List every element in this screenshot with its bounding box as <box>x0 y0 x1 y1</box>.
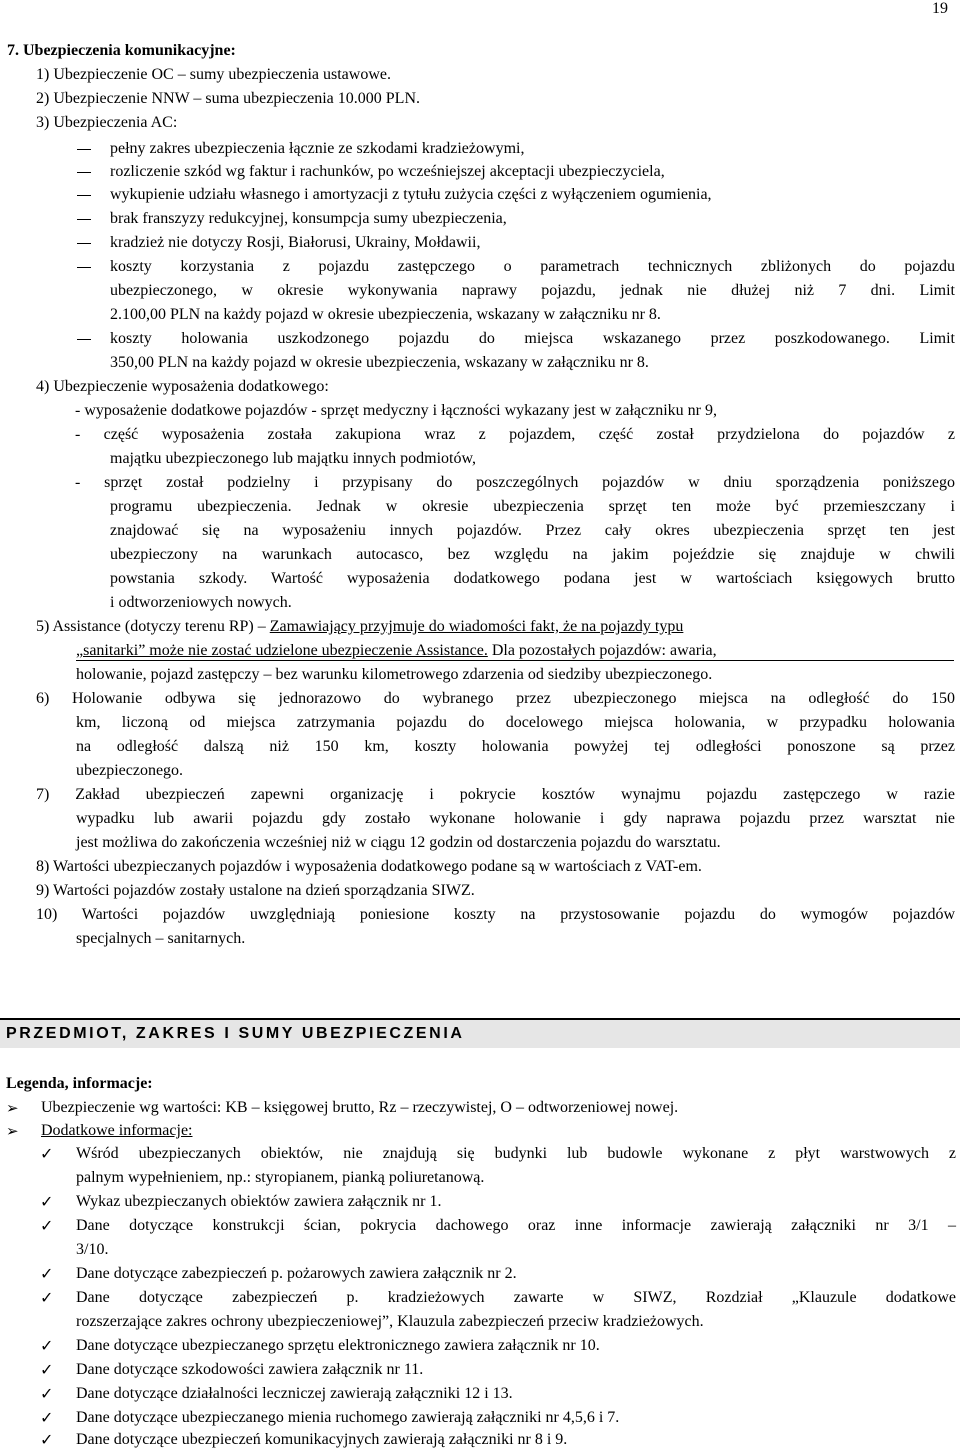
item-4-dash-3-line-4: ubezpieczony na warunkach autocasco, bez względu na jakim pojeździe się znajduje w chwili <box>110 546 955 563</box>
page-number: 19 <box>932 0 948 17</box>
check-5-line-2: rozszerzające zakres ochrony ubezpieczeniowej”, Klauzula zabezpieczeń przeciw kradzieżowych. <box>76 1313 704 1330</box>
item-5-rule <box>76 660 954 661</box>
check-icon: ✓ <box>40 1288 54 1307</box>
check-10: Dane dotyczące ubezpieczeń komunikacyjnych zawierają załączniki nr 8 i 9. <box>76 1431 568 1448</box>
check-9: Dane dotyczące ubezpieczanego mienia ruchomego zawierają załączniki nr 4,5,6 i 7. <box>76 1409 620 1426</box>
check-icon: ✓ <box>40 1192 54 1211</box>
item-4-title: 4) Ubezpieczenie wyposażenia dodatkowego: <box>36 378 329 395</box>
item-6-line-1: 6) Holowanie odbywa się jednorazowo do wybranego przez ubezpieczonego miejsca na odległość do 150 <box>36 690 955 707</box>
check-7: Dane dotyczące szkodowości zawiera załącznik nr 11. <box>76 1361 424 1378</box>
ac-bullet-1: pełny zakres ubezpieczenia łącznie ze szkodami kradzieżowymi, <box>110 140 525 157</box>
dash-bullet <box>77 172 91 173</box>
item-6-line-3: na odległość dalszą niż 150 km, koszty holowania powyżej tej odległości ponoszone są przez <box>76 738 955 755</box>
item-7-line-1: 7) Zakład ubezpieczeń zapewni organizację i pokrycie kosztów wynajmu pojazdu zastępczego w razie <box>36 786 955 803</box>
ac-bullet-6-line-1: koszty korzystania z pojazdu zastępczego o parametrach technicznych zbliżonych do pojazdu <box>110 258 955 275</box>
item-5-line-1 <box>36 616 956 638</box>
ac-bullet-6-line-2: ubezpieczonego, w okresie wykonywania naprawy pojazdu, jednak nie dłużej niż 7 dni. Limit <box>110 282 955 299</box>
item-10-line-2: specjalnych – sanitarnych. <box>76 930 246 947</box>
check-icon: ✓ <box>40 1216 54 1235</box>
arrow-bullet-icon: ➢ <box>6 1099 19 1117</box>
check-6: Dane dotyczące ubezpieczanego sprzętu elektronicznego zawiera załącznik nr 10. <box>76 1337 600 1354</box>
legend-arrow-1: Ubezpieczenie wg wartości: KB – księgowej brutto, Rz – rzeczywistej, O – odtworzeniowej nowej. <box>41 1099 679 1116</box>
item-4-dash-2-line-2: majątku ubezpieczonego lub majątku innych podmiotów, <box>110 450 476 467</box>
item-4-dash-3-line-1: - sprzęt został podzielny i przypisany do poszczególnych pojazdów w dniu sporządzenia poniższego <box>75 474 955 491</box>
check-1-line-1: Wśród ubezpieczanych obiektów, nie znajdują się budynki lub budowle wykonane z płyt warstwowych z <box>76 1145 956 1162</box>
check-1-line-2: palnym wypełnieniem, np.: styropianem, pianką poliuretanową. <box>76 1169 485 1186</box>
item-4-dash-3-line-2: programu ubezpieczenia. Jednak w okresie ubezpieczenia sprzęt ten może być przemieszczany i <box>110 498 955 515</box>
item-nnw: 2) Ubezpieczenie NNW – suma ubezpieczenia 10.000 PLN. <box>36 90 421 107</box>
item-8: 8) Wartości ubezpieczanych pojazdów i wyposażenia dodatkowego podane są w wartościach z VAT-em. <box>36 858 702 875</box>
item-5-intro: 5) Assistance (dotyczy terenu RP) – <box>36 618 270 635</box>
item-4-dash-3-line-3: znajdować się na wyposażeniu innych pojazdów. Przez cały okres ubezpieczenia sprzęt ten jest <box>110 522 955 539</box>
check-icon: ✓ <box>40 1336 54 1355</box>
item-5-rest: Dla pozostałych pojazdów: awaria, <box>487 642 717 659</box>
arrow-bullet-icon: ➢ <box>6 1122 19 1140</box>
item-4-dash-3-line-5: powstania szkody. Wartość wyposażenia dodatkowego podana jest w wartościach księgowych brutto <box>110 570 955 587</box>
item-4-dash-3-line-6: i odtworzeniowych nowych. <box>110 594 292 611</box>
ac-bullet-6-line-3: 2.100,00 PLN na każdy pojazd w okresie ubezpieczenia, wskazany w załączniku nr 8. <box>110 306 661 323</box>
check-3-line-1: Dane dotyczące konstrukcji ścian, pokrycia dachowego oraz inne informacje zawierają załączniki nr 3/1 – <box>76 1217 956 1234</box>
dash-bullet <box>77 149 91 150</box>
item-6-line-2: km, liczoną od miejsca zatrzymania pojazdu do docelowego miejsca holowania, w przypadku holowania <box>76 714 955 731</box>
ac-bullet-5: kradzież nie dotyczy Rosji, Białorusi, Ukrainy, Mołdawii, <box>110 234 481 251</box>
dash-bullet <box>77 195 91 196</box>
legend-arrow-2: Dodatkowe informacje: <box>41 1122 193 1139</box>
item-4-dash-1: - wyposażenie dodatkowe pojazdów - sprzęt medyczny i łączności wykazany jest w załączniku nr 9, <box>75 402 717 419</box>
dash-bullet <box>77 339 91 340</box>
item-5-underlined-2: „sanitarki” może nie zostać udzielone ubezpieczenie Assistance. <box>76 642 488 659</box>
dash-bullet <box>77 243 91 244</box>
item-7-line-3: jest możliwa do zakończenia wcześniej niż w ciągu 12 godzin od dostarczenia pojazdu do warsztatu. <box>76 834 721 851</box>
item-5-line-2 <box>76 640 717 662</box>
item-7-line-2: wypadku lub awarii pojazdu gdy zostało wykonane holowanie i gdy naprawa pojazdu przez warsztat nie <box>76 810 955 827</box>
check-icon: ✓ <box>40 1144 54 1163</box>
ac-bullet-3: wykupienie udziału własnego i amortyzacji z tytułu zużycia części z wyłączeniem ogumienia, <box>110 186 712 203</box>
item-ac: 3) Ubezpieczenia AC: <box>36 114 178 131</box>
ac-bullet-2: rozliczenie szkód wg faktur i rachunków, po wcześniejszej akceptacji ubezpieczyciela, <box>110 163 665 180</box>
legend-title: Legenda, informacje: <box>6 1075 153 1092</box>
section-banner: PRZEDMIOT, ZAKRES I SUMY UBEZPIECZENIA <box>0 1018 960 1048</box>
check-3-line-2: 3/10. <box>76 1241 109 1258</box>
dash-bullet <box>77 219 91 220</box>
ac-bullet-7-line-1: koszty holowania uszkodzonego pojazdu do miejsca wskazanego przez poszkodowanego. Limit <box>110 330 955 347</box>
item-6-line-4: ubezpieczonego. <box>76 762 184 779</box>
item-9: 9) Wartości pojazdów zostały ustalone na dzień sporządzania SIWZ. <box>36 882 475 899</box>
check-8: Dane dotyczące działalności leczniczej zawierają załączniki 12 i 13. <box>76 1385 513 1402</box>
item-10-line-1: 10) Wartości pojazdów uwzględniają poniesione koszty na przystosowanie pojazdu do wymogów pojazdów <box>36 906 955 923</box>
check-icon: ✓ <box>40 1408 54 1427</box>
check-icon: ✓ <box>40 1430 54 1449</box>
dash-bullet <box>77 267 91 268</box>
check-icon: ✓ <box>40 1384 54 1403</box>
check-4: Dane dotyczące zabezpieczeń p. pożarowych zawiera załącznik nr 2. <box>76 1265 517 1282</box>
section-heading: 7. Ubezpieczenia komunikacyjne: <box>7 42 236 59</box>
item-4-dash-2-line-1: - część wyposażenia została zakupiona wraz z pojazdem, część został przydzielona do pojazdów z <box>75 426 955 443</box>
check-2: Wykaz ubezpieczanych obiektów zawiera załącznik nr 1. <box>76 1193 442 1210</box>
item-oc: 1) Ubezpieczenie OC – sumy ubezpieczenia ustawowe. <box>36 66 391 83</box>
check-icon: ✓ <box>40 1264 54 1283</box>
ac-bullet-7-line-2: 350,00 PLN na każdy pojazd w okresie ubezpieczenia, wskazany w załączniku nr 8. <box>110 354 649 371</box>
item-5-underlined-1: Zamawiający przyjmuje do wiadomości fakt, że na pojazdy typu <box>269 618 684 635</box>
item-5-line-3: holowanie, pojazd zastępczy – bez warunku kilometrowego zdarzenia od siedziby ubezpieczonego. <box>76 666 713 683</box>
ac-bullet-4: brak franszyzy redukcyjnej, konsumpcja sumy ubezpieczenia, <box>110 210 507 227</box>
check-icon: ✓ <box>40 1360 54 1379</box>
check-5-line-1: Dane dotyczące zabezpieczeń p. kradzieżowych zawarte w SIWZ, Rozdział „Klauzule dodatkowe <box>76 1289 956 1306</box>
